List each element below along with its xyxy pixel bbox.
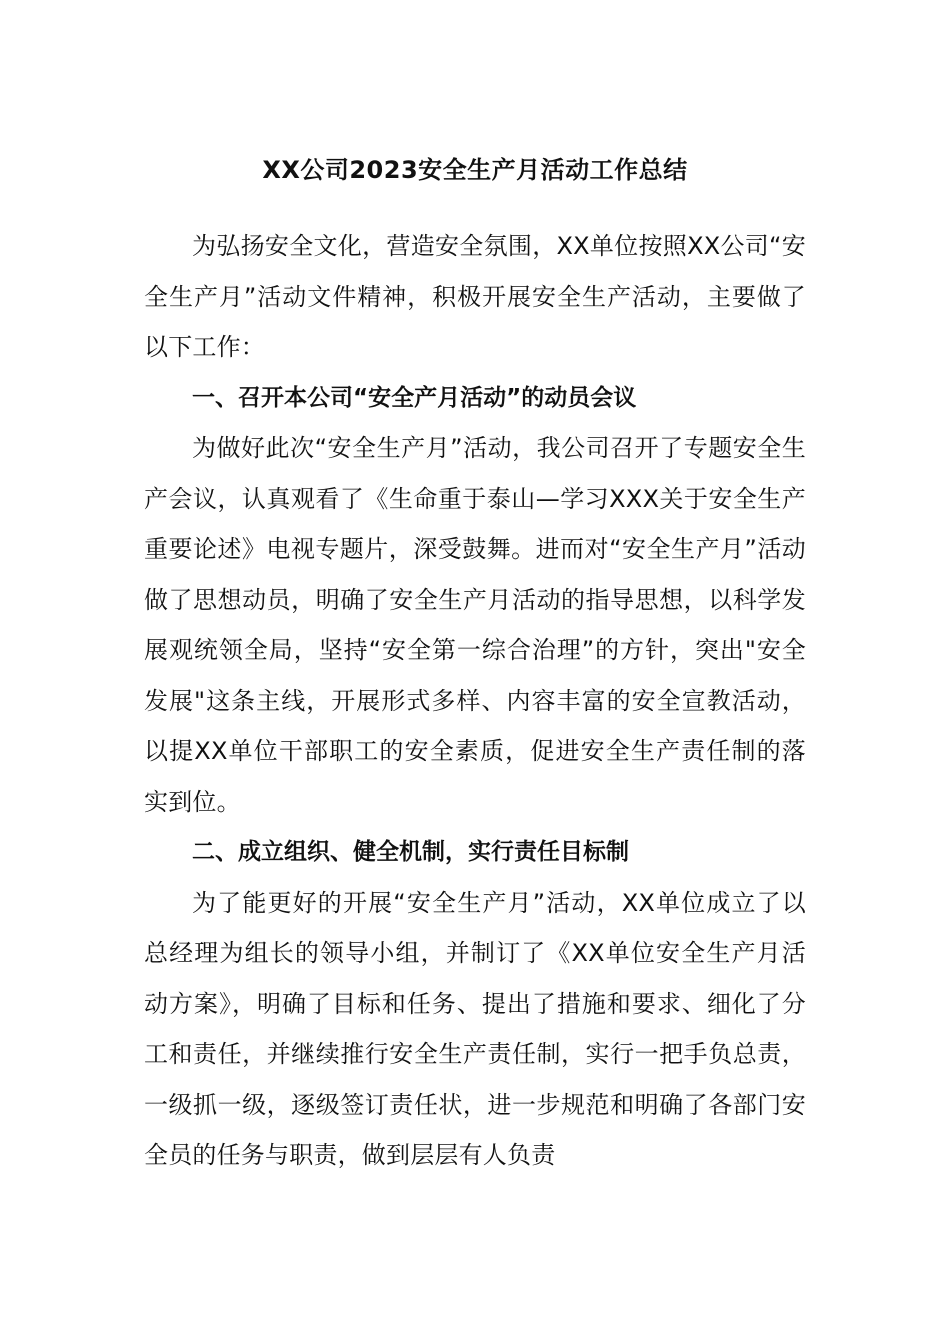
section-2-paragraph: 为了能更好的开展“安全生产月”活动，XX单位成立了以总经理为组长的领导小组，并制订了《XX单位安全生产月活动方案》，明确了目标和任务、提出了措施和要求、细化了分工和责任，并继续推行安全生产责任制，实行一把手负总责，一级抓一级，逐级签订责任状，进一步规范和明确了各部门安全员的任务与职责，做到层层有人负责 bbox=[144, 888, 806, 1169]
document-title: XX公司2023安全生产月活动工作总结 bbox=[262, 156, 688, 184]
document-body bbox=[144, 221, 806, 1181]
section-1-paragraph: 为做好此次“安全生产月”活动，我公司召开了专题安全生产会议，认真观看了《生命重于泰山—学习XXX关于安全生产重要论述》电视专题片，深受鼓舞。进而对“安全生产月”活动做了思想动员，明确了安全生产月活动的指导思想，以科学发展观统领全局，坚持“安全第一综合治理”的方针，突出"安全发展"这条主线，开展形式多样、内容丰富的安全宣教活动，以提XX单位干部职工的安全素质，促进安全生产责任制的落实到位。 bbox=[144, 434, 806, 816]
section-2-heading: 二、成立组织、健全机制，实行责任目标制 bbox=[192, 839, 629, 865]
section-1-heading: 一、召开本公司“安全产月活动”的动员会议 bbox=[192, 384, 637, 411]
intro-paragraph: 为弘扬安全文化，营造安全氛围，XX单位按照XX公司“安全生产月”活动文件精神，积极开展安全生产活动，主要做了以下工作： bbox=[144, 232, 806, 361]
